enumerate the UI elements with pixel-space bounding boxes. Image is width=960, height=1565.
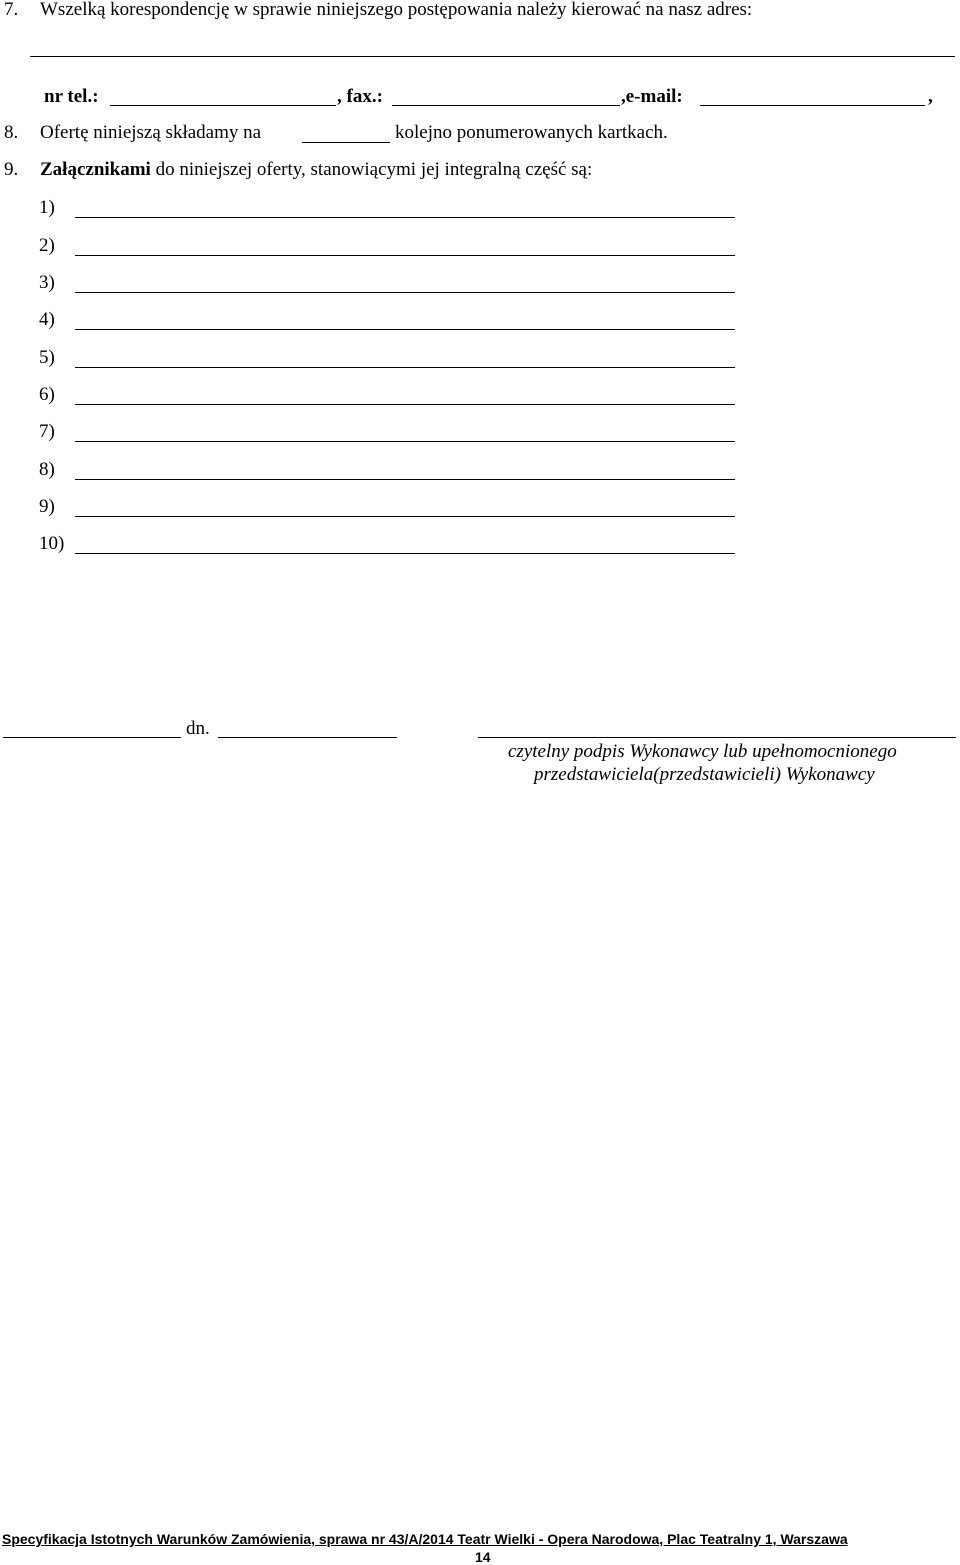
attachment-line[interactable]: [75, 292, 735, 293]
address-line[interactable]: [30, 56, 955, 57]
page-footer: Specyfikacja Istotnych Warunków Zamówienia, sprawa nr 43/A/2014 Teatr Wielki - Opera Narodowa, Plac Teatralny 1, Warszawa: [2, 1531, 848, 1547]
attachment-number: 7): [39, 421, 55, 442]
attachment-number: 4): [39, 309, 55, 330]
fax-field-line[interactable]: [392, 105, 620, 106]
attachment-line[interactable]: [75, 404, 735, 405]
item-8-number: 8.: [4, 122, 19, 143]
place-field-line[interactable]: [3, 737, 181, 738]
item-7-text: Wszelką korespondencję w sprawie niniejszego postępowania należy kierować na nasz adres:: [40, 0, 753, 20]
attachment-line[interactable]: [75, 367, 735, 368]
tel-label: nr tel.:: [44, 86, 99, 107]
item-8-text-before: Ofertę niniejszą składamy na: [40, 122, 262, 143]
date-field-line[interactable]: [218, 737, 397, 738]
email-end-comma: ,: [928, 86, 933, 107]
page-number: 14: [475, 1549, 491, 1565]
attachment-line[interactable]: [75, 255, 735, 256]
attachment-line[interactable]: [75, 516, 735, 517]
signature-field-line[interactable]: [478, 737, 956, 738]
item-7-number: 7.: [4, 0, 19, 20]
attachment-number: 9): [39, 496, 55, 517]
item-9-bold-text: Załącznikami: [40, 159, 151, 180]
email-label: ,e-mail:: [621, 86, 683, 107]
item-9-number: 9.: [4, 159, 19, 180]
item-9-text: [40, 159, 592, 181]
date-label: dn.: [186, 718, 210, 739]
item-9-rest-text: do niniejszej oferty, stanowiącymi jej integralną część są:: [155, 159, 593, 180]
attachment-number: 3): [39, 272, 55, 293]
attachment-number: 2): [39, 235, 55, 256]
attachment-number: 10): [39, 533, 65, 554]
attachment-number: 5): [39, 347, 55, 368]
attachment-number: 8): [39, 459, 55, 480]
attachment-number: 6): [39, 384, 55, 405]
attachment-number: 1): [39, 197, 55, 218]
signature-caption-line-2: przedstawiciela(przedstawicieli) Wykonawcy: [534, 764, 875, 785]
attachment-line[interactable]: [75, 217, 735, 218]
fax-label: , fax.:: [337, 86, 383, 107]
attachment-line[interactable]: [75, 441, 735, 442]
item-8-text-after: kolejno ponumerowanych kartkach.: [395, 122, 668, 143]
attachment-line[interactable]: [75, 479, 735, 480]
page-count-field-line[interactable]: [302, 142, 390, 143]
tel-field-line[interactable]: [110, 105, 336, 106]
email-field-line[interactable]: [700, 105, 925, 106]
attachment-line[interactable]: [75, 329, 735, 330]
signature-caption-line-1: czytelny podpis Wykonawcy lub upełnomocnionego: [508, 741, 897, 762]
attachment-line[interactable]: [75, 553, 735, 554]
